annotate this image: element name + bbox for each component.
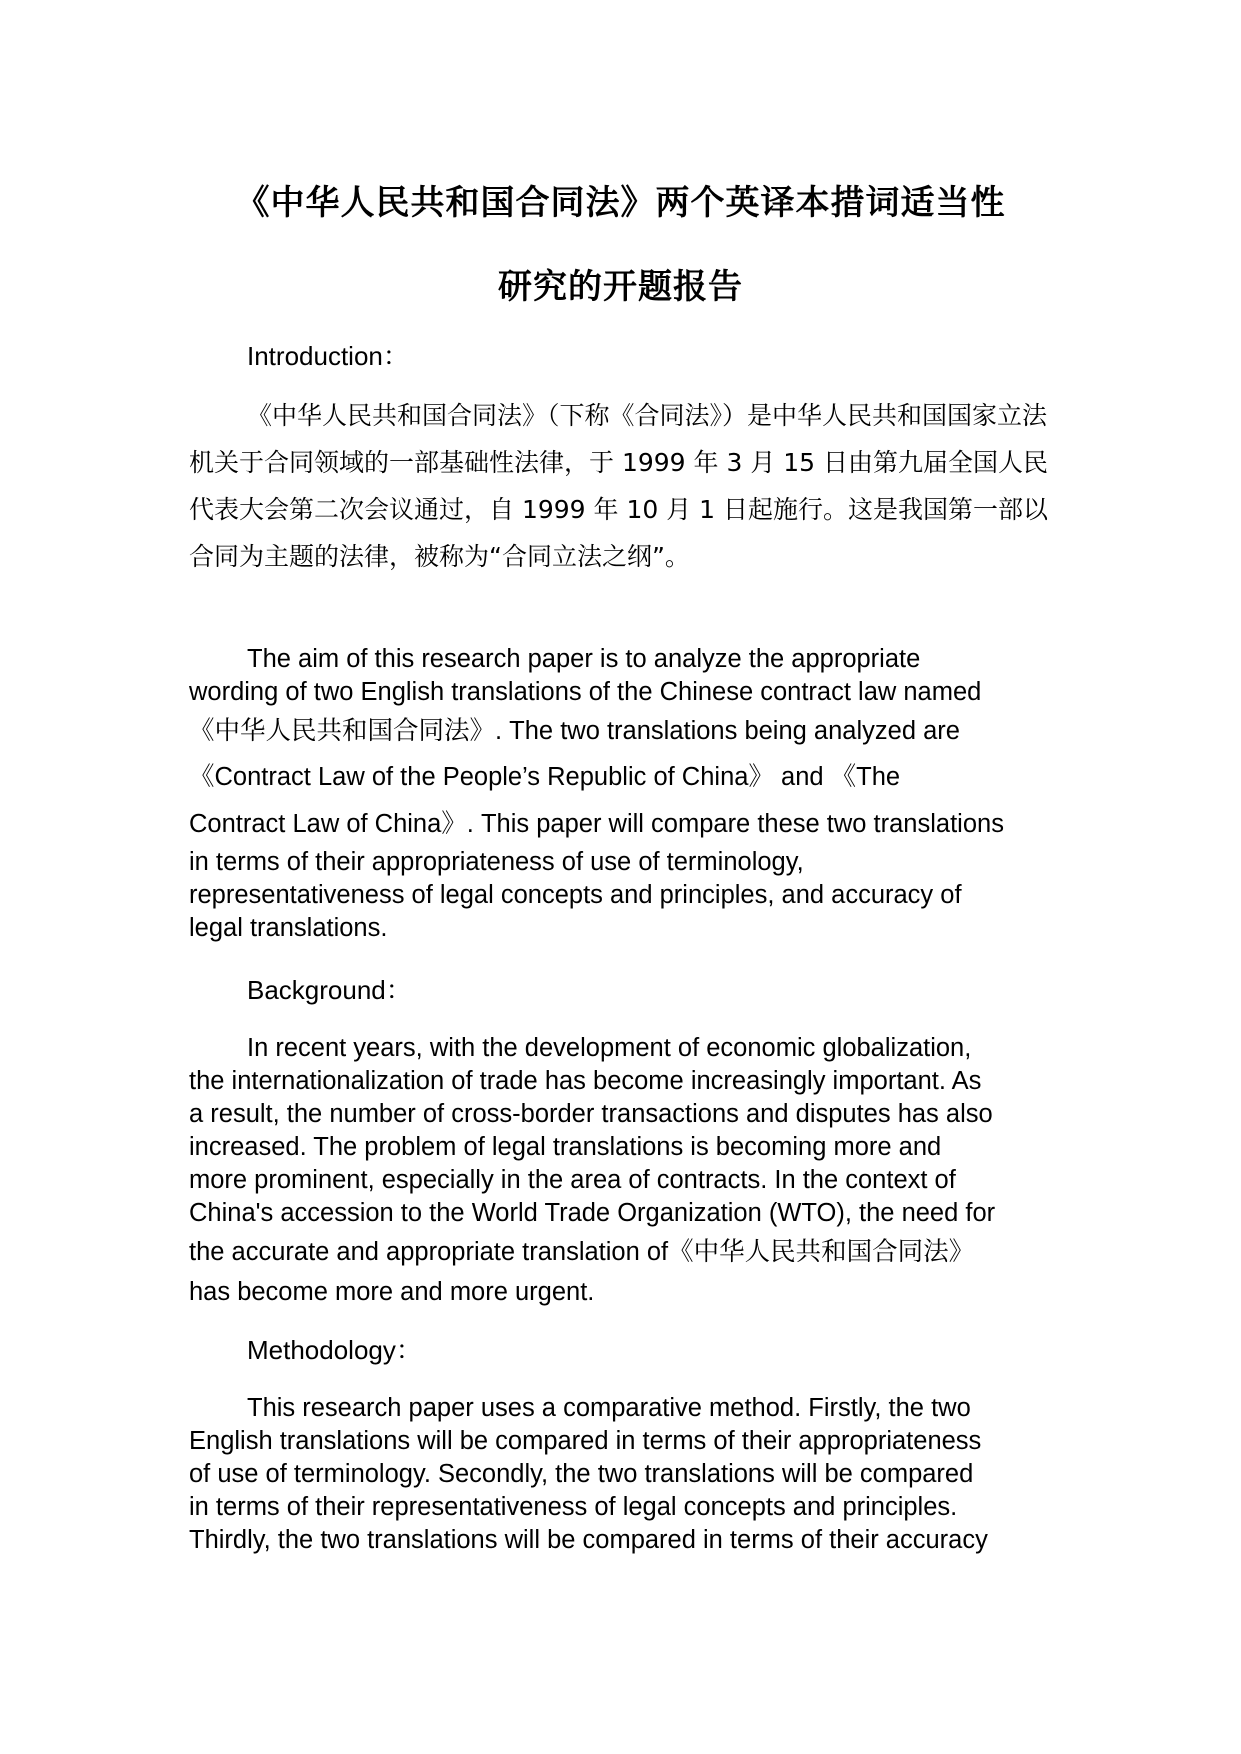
intro-en-line: 《中华人民共和国合同法》. The two translations being analyzed are xyxy=(189,717,960,745)
background-line: In recent years, with the development of economic globalization, xyxy=(247,1034,972,1062)
intro-en-line: in terms of their appropriateness of use of terminology, xyxy=(189,848,804,876)
methodology-line: in terms of their representativeness of legal concepts and principles. xyxy=(189,1493,958,1521)
document-title-line-2: 研究的开题报告 xyxy=(498,267,743,307)
background-line: more prominent, especially in the area of contracts. In the context of xyxy=(189,1166,956,1194)
intro-en-line: legal translations. xyxy=(189,914,388,942)
methodology-line: This research paper uses a comparative method. Firstly, the two xyxy=(247,1394,971,1422)
background-line: the accurate and appropriate translation of《中华人民共和国合同法》 xyxy=(189,1238,975,1266)
methodology-heading: Methodology： xyxy=(247,1335,422,1365)
intro-en-line: 《Contract Law of the People’s Republic of China》 and 《The xyxy=(189,763,901,791)
intro-en-line: Contract Law of China》. This paper will compare these two translations xyxy=(189,810,1004,838)
introduction-heading: Introduction： xyxy=(247,341,409,371)
background-line: increased. The problem of legal translations is becoming more and xyxy=(189,1133,942,1161)
methodology-line: English translations will be compared in terms of their appropriateness xyxy=(189,1427,982,1455)
document-title-line-1: 《中华人民共和国合同法》两个英译本措词适当性 xyxy=(235,183,1006,223)
intro-en-line: wording of two English translations of the Chinese contract law named xyxy=(189,678,982,706)
background-line: China's accession to the World Trade Organization (WTO), the need for xyxy=(189,1199,996,1227)
background-line: the internationalization of trade has become increasingly important. As xyxy=(189,1067,982,1095)
intro-en-line: representativeness of legal concepts and principles, and accuracy of xyxy=(189,881,962,909)
introduction-paragraph-cn: 《中华人民共和国合同法》（下称《合同法》）是中华人民共和国国家立法机关于合同领域的一部基础性法律，于 1999 年 3 月 15 日由第九届全国人民代表大会第二次会议通过，自 1999 年 10 月 1 日起施行。这是我国第一部以合同为主题的法律，被称为“合同立法之纲”。 xyxy=(189,401,1049,571)
background-line: a result, the number of cross-border transactions and disputes has also xyxy=(189,1100,993,1128)
methodology-line: of use of terminology. Secondly, the two translations will be compared xyxy=(189,1460,974,1488)
methodology-line: Thirdly, the two translations will be compared in terms of their accuracy xyxy=(189,1526,988,1554)
intro-en-line: The aim of this research paper is to analyze the appropriate xyxy=(247,645,921,673)
background-line: has become more and more urgent. xyxy=(189,1278,595,1306)
background-heading: Background： xyxy=(247,975,412,1005)
